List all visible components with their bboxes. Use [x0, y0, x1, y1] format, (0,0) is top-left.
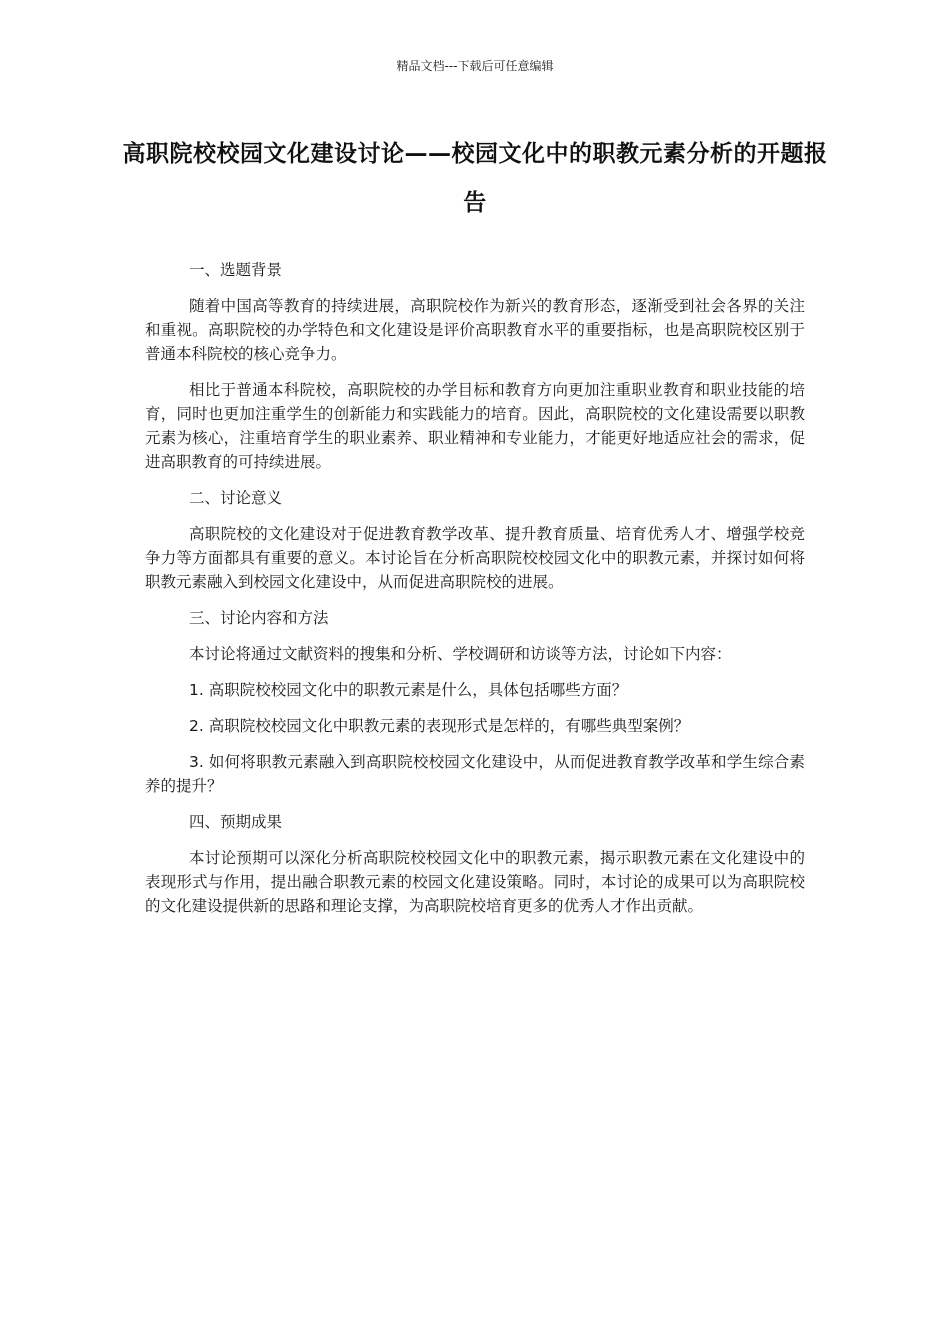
section-expected-results	[145, 810, 805, 918]
paragraph: 本讨论将通过文献资料的搜集和分析、学校调研和访谈等方法，讨论如下内容：	[189, 645, 732, 663]
section-heading: 三、讨论内容和方法	[189, 609, 329, 627]
section-background	[145, 258, 805, 474]
section-heading: 二、讨论意义	[189, 489, 283, 507]
section-content-methods	[145, 606, 805, 798]
section-heading: 四、预期成果	[189, 813, 283, 831]
paragraph: 高职院校的文化建设对于促进教育教学改革、提升教育质量、培育优秀人才、增强学校竞争力等方面都具有重要的意义。本讨论旨在分析高职院校校园文化中的职教元素，并探讨如何将职教元素融入到校园文化建设中，从而促进高职院校的进展。	[145, 525, 805, 591]
list-item: 1. 高职院校校园文化中的职教元素是什么，具体包括哪些方面？	[189, 681, 628, 699]
paragraph: 本讨论预期可以深化分析高职院校校园文化中的职教元素，揭示职教元素在文化建设中的表现形式与作用，提出融合职教元素的校园文化建设策略。同时，本讨论的成果可以为高职院校的文化建设提供新的思路和理论支撑，为高职院校培育更多的优秀人才作出贡献。	[145, 849, 805, 915]
paragraph: 相比于普通本科院校，高职院校的办学目标和教育方向更加注重职业教育和职业技能的培育，同时也更加注重学生的创新能力和实践能力的培育。因此，高职院校的文化建设需要以职教元素为核心，注重培育学生的职业素养、职业精神和专业能力，才能更好地适应社会的需求，促进高职教育的可持续进展。	[145, 381, 805, 471]
list-item: 2. 高职院校校园文化中职教元素的表现形式是怎样的，有哪些典型案例？	[189, 717, 690, 735]
document-body	[145, 258, 805, 930]
section-heading: 一、选题背景	[189, 261, 283, 279]
list-item: 3. 如何将职教元素融入到高职院校校园文化建设中，从而促进教育教学改革和学生综合素养的提升？	[145, 753, 805, 795]
document-title: 高职院校校园文化建设讨论——校园文化中的职教元素分析的开题报告	[122, 141, 828, 216]
header-note: 精品文档---下载后可任意编辑	[396, 59, 554, 73]
section-significance	[145, 486, 805, 594]
paragraph: 随着中国高等教育的持续进展，高职院校作为新兴的教育形态，逐渐受到社会各界的关注和重视。高职院校的办学特色和文化建设是评价高职教育水平的重要指标，也是高职院校区别于普通本科院校的核心竞争力。	[145, 297, 805, 363]
